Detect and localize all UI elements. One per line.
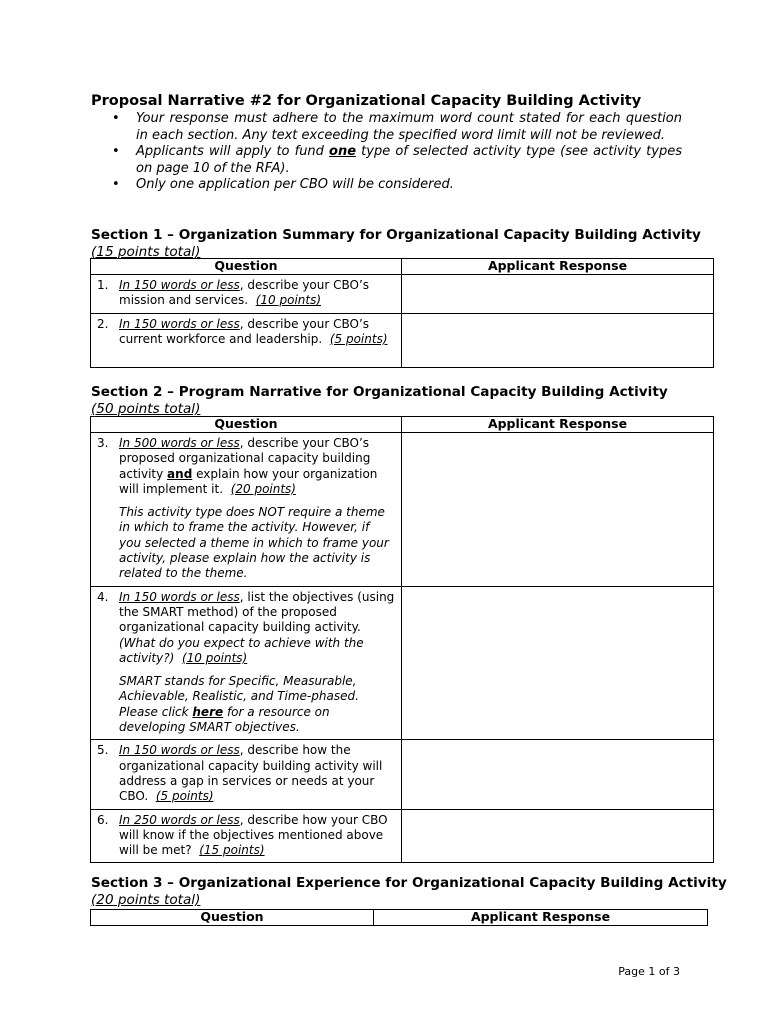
table-row [91,740,714,809]
emphasis-one: one [329,144,357,159]
instruction-text: Only one application per CBO will be considered. [136,177,454,192]
response-field[interactable] [402,809,714,863]
word-limit: In 150 words or less [119,316,240,331]
question-cell [91,275,402,314]
table-row [91,433,714,587]
question-points: (10 points) [255,293,322,308]
section-title: Section 2 – Program Narrative for Organizational Capacity Building Activity [91,384,668,400]
question-text: , describe your CBO’s mission and services. [119,278,370,308]
emphasis-and: and [167,466,193,481]
instruction-text: Your response must adhere to the maximum word count stated for each question in each section. Any text exceeding the specified word limit will not be reviewed. [136,111,682,143]
table-row [91,809,714,863]
question-number: 6. [97,812,109,827]
question-points: (5 points) [329,331,388,346]
response-header: Applicant Response [374,910,708,926]
question-number: 1. [97,278,109,292]
question-points: (5 points) [155,789,214,804]
question-note [119,674,395,735]
note-text: SMART stands for Specific, Measurable, Achievable, Realistic, and Time-phased. Please click [119,674,359,719]
section-2-table [90,416,714,863]
question-cell [91,809,402,863]
table-row [91,313,714,367]
instruction-word-count [112,111,682,144]
question-number: 3. [97,436,109,450]
instruction-text: Applicants will apply to fund [136,144,330,159]
instructions-list [112,111,682,194]
here-link[interactable]: here [192,704,224,719]
question-cell [91,433,402,587]
section-2-heading [91,384,731,418]
section-title: Section 1 – Organization Summary for Organizational Capacity Building Activity [91,227,701,243]
word-limit: In 150 words or less [119,743,240,758]
document-title: Proposal Narrative #2 for Organizational Capacity Building Activity [91,93,642,109]
question-text: explain how your organization will implement it. [119,466,378,496]
question-text: , describe your CBO’s proposed organizational capacity building activity [119,436,371,481]
table-row [91,586,714,740]
question-prompt: (What do you expect to achieve with the activity?) [119,635,364,665]
question-points: (20 points) [230,481,296,496]
question-text: , describe how the organizational capacity building activity will address a gap in services or needs at your CBO. [119,743,383,804]
question-number: 2. [97,316,109,331]
section-1-table [90,258,714,368]
question-text: , describe how your CBO will know if the objectives mentioned above will be met? [119,812,388,858]
question-header: Question [91,417,402,433]
question-cell [91,740,402,809]
section-3-heading [91,875,731,909]
response-field[interactable] [402,740,714,809]
question-header: Question [91,910,374,926]
instruction-activity-type [112,144,682,177]
question-text: , list the objectives (using the SMART method) of the proposed organizational capacity building activity. [119,589,395,635]
instruction-text: type of selected activity type (see activity types on page 10 of the RFA). [136,144,682,176]
question-note: This activity type does NOT require a theme in which to frame the activity. However, if you selected a theme in which to frame your activity, please explain how the activity is related to the theme. [119,505,389,581]
note-text: for a resource on developing SMART objectives. [119,704,330,735]
response-field[interactable] [402,313,714,367]
question-text: , describe your CBO’s current workforce and leadership. [119,316,370,346]
section-title: Section 3 – Organizational Experience for Organizational Capacity Building Activity [91,875,727,891]
word-limit: In 250 words or less [119,812,240,827]
question-number: 5. [97,743,109,758]
section-points: (20 points total) [91,891,201,908]
response-field[interactable] [402,275,714,314]
word-limit: In 150 words or less [119,589,240,604]
response-header: Applicant Response [402,259,714,275]
page-number: Page 1 of 3 [618,965,680,978]
section-3-table [90,909,708,926]
response-field[interactable] [402,586,714,740]
word-limit: In 500 words or less [119,436,240,450]
section-points: (50 points total) [91,400,201,417]
question-points: (10 points) [181,650,248,665]
response-field[interactable] [402,433,714,587]
response-header: Applicant Response [402,417,714,433]
section-1-heading [91,227,731,261]
section-points: (15 points total) [91,243,201,260]
question-points: (15 points) [199,843,265,858]
question-number: 4. [97,589,109,604]
question-cell [91,313,402,367]
word-limit: In 150 words or less [119,278,240,292]
table-row [91,275,714,314]
question-cell [91,586,402,740]
instruction-one-application [112,177,682,194]
question-header: Question [91,259,402,275]
